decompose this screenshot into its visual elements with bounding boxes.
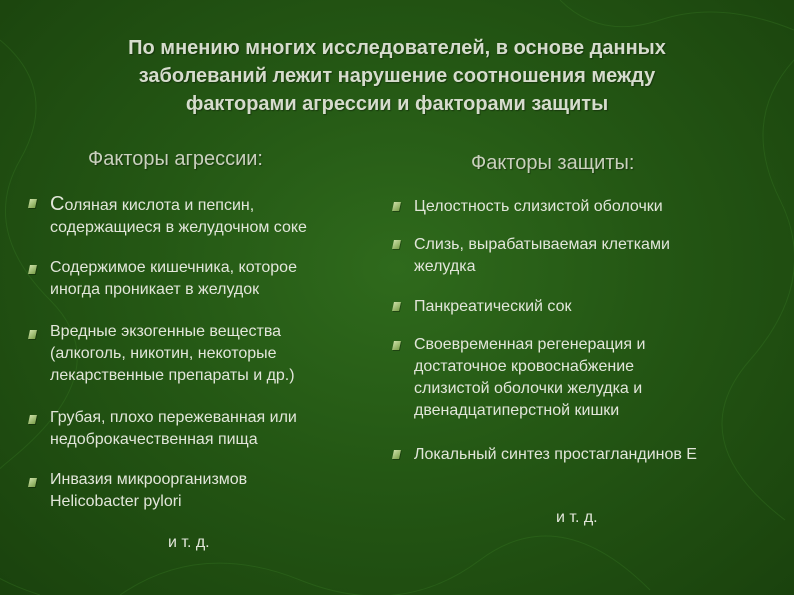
protection-factors-heading: Факторы защиты: xyxy=(471,152,635,174)
slide-title: По мнению многих исследователей, в основе данных заболеваний лежит нарушение соотношения между факторами агрессии и факторами защиты xyxy=(128,37,666,115)
aggression-item-2: Содержимое кишечника, которое иногда проникает в желудок xyxy=(50,259,297,298)
aggression-item-3: Вредные экзогенные вещества (алкоголь, никотин, некоторые лекарственные препараты и др.) xyxy=(50,323,295,384)
aggression-etc: и т. д. xyxy=(168,534,210,551)
bullet-icon xyxy=(28,415,37,424)
protection-item-1: Целостность слизистой оболочки xyxy=(414,198,663,215)
bullet-icon xyxy=(392,341,401,350)
aggression-item-1-text: оляная кислота и пепсин, содержащиеся в желудочном соке xyxy=(50,197,307,236)
aggression-item-4: Грубая, плохо пережеванная или недоброкачественная пища xyxy=(50,409,297,448)
bullet-icon xyxy=(28,265,37,274)
protection-item-5: Локальный синтез простагландинов Е xyxy=(414,446,697,463)
protection-item-3: Панкреатический сок xyxy=(414,298,572,315)
bullet-icon xyxy=(392,450,401,459)
aggression-factors-heading: Факторы агрессии: xyxy=(88,148,263,170)
aggression-item-5: Инвазия микроорганизмов Helicobacter pylori xyxy=(50,471,248,510)
bullet-icon xyxy=(392,240,401,249)
aggression-item-1-initial: С xyxy=(50,193,65,215)
bullet-icon xyxy=(28,199,37,208)
protection-etc: и т. д. xyxy=(556,509,598,526)
bullet-icon xyxy=(392,202,401,211)
protection-item-4: Своевременная регенерация и достаточное кровоснабжение слизистой оболочки желудка и двенадцатиперстной кишки xyxy=(414,336,646,419)
bullet-icon xyxy=(392,302,401,311)
bullet-icon xyxy=(28,478,37,487)
bullet-icon xyxy=(28,330,37,339)
protection-item-2: Слизь, вырабатываемая клетками желудка xyxy=(414,236,670,275)
aggression-item-1 xyxy=(50,193,307,239)
